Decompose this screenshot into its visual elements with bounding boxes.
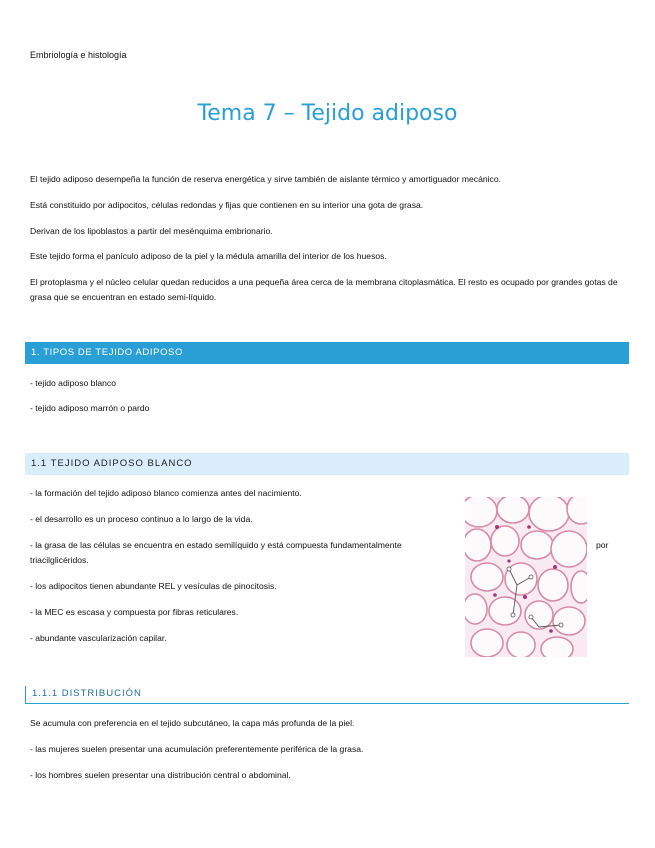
section-heading-blanco: 1.1 TEJIDO ADIPOSO BLANCO xyxy=(25,453,629,475)
wrapped-word: por xyxy=(596,540,609,550)
intro-paragraph: El tejido adiposo desempeña la función de reserva energética y sirve también de aislante térmico y amortiguador mecánico. xyxy=(30,174,502,184)
list-item: - las mujeres suelen presentar una acumulación preferentemente periférica de la grasa. xyxy=(30,744,364,754)
list-item: - abundante vascularización capilar. xyxy=(30,633,167,643)
list-item: - tejido adiposo blanco xyxy=(30,378,116,388)
page-title: Tema 7 – Tejido adiposo xyxy=(197,100,458,126)
section-heading-tipos: 1. TIPOS DE TEJIDO ADIPOSO xyxy=(25,342,629,364)
intro-paragraph: El protoplasma y el núcleo celular quedan reducidos a una pequeña área cerca de la membrana citoplasmática. El resto es ocupado por grandes gotas de grasa que se encuentran en estado semi-líquido. xyxy=(30,277,618,302)
list-item: - los hombres suelen presentar una distribución central o abdominal. xyxy=(30,770,291,780)
intro-paragraph: Derivan de los lipoblastos a partir del mesénquima embrionario. xyxy=(30,226,273,236)
list-item: - la MEC es escasa y compuesta por fibras reticulares. xyxy=(30,607,239,617)
section-heading-distribucion: 1.1.1 DISTRIBUCIÓN xyxy=(25,686,629,704)
running-header: Embriología e histología xyxy=(30,50,127,60)
list-item: - la grasa de las células se encuentra en estado semilíquido y está compuesta fundamentalmente xyxy=(30,540,402,550)
list-item: - tejido adiposo marrón o pardo xyxy=(30,403,150,413)
paragraph: Se acumula con preferencia en el tejido subcutáneo, la capa más profunda de la piel. xyxy=(30,718,355,728)
list-item: - la formación del tejido adiposo blanco comienza antes del nacimiento. xyxy=(30,488,302,498)
list-item: - los adipocitos tienen abundante REL y vesículas de pinocitosis. xyxy=(30,581,277,591)
intro-paragraph: Este tejido forma el panículo adiposo de la piel y la médula amarilla del interior de los huesos. xyxy=(30,251,387,261)
list-item: - el desarrollo es un proceso continuo a lo largo de la vida. xyxy=(30,514,253,524)
list-item-continuation: triacilglicéridos. xyxy=(30,555,89,565)
intro-paragraph: Está constituido por adipocitos, células redondas y fijas que contienen en su interior una gota de grasa. xyxy=(30,200,424,210)
adipose-micrograph xyxy=(465,497,587,657)
